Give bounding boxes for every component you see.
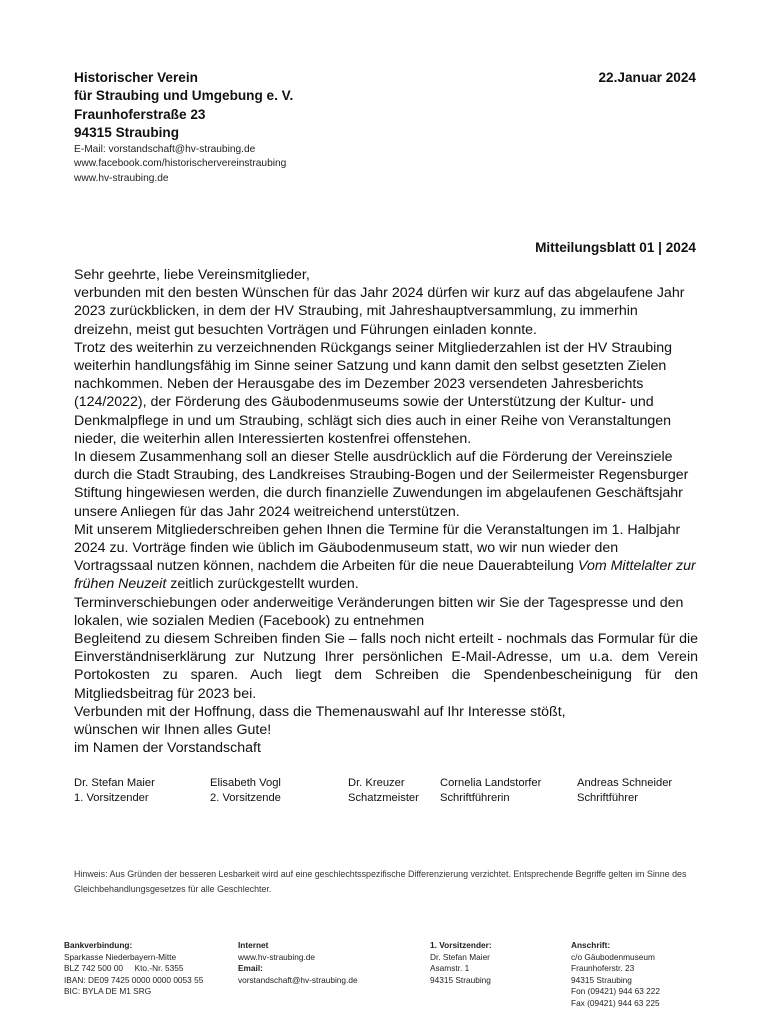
paragraph-4-text-a: Mit unserem Mitgliederschreiben gehen Ihnen die Termine für die Veranstaltungen im 1. Halbjahr 2024 zu. Vorträge finden wie üblich im Gäubodenmuseum statt, wo wir nun wieder den Vortragssaal nutzen können, nachdem die Arbeiten für die neue Dauerabteilung [74, 521, 681, 575]
sender-website: www.hv-straubing.de [74, 172, 169, 184]
signature-4 [440, 776, 541, 807]
footer-address-line: Fon (09421) 944 63 222 [571, 986, 661, 997]
paragraph-5: Terminverschiebungen oder anderweitige Veränderungen bitten wir Sie der Tagespresse und den lokalen, wie sozialen Medien (Facebook) zu entnehmen [74, 594, 684, 629]
signature-5 [577, 776, 672, 807]
footer-chair-line: 94315 Straubing [430, 974, 491, 985]
footer-email-link[interactable]: vorstandschaft@hv-straubing.de [238, 974, 358, 985]
signature-role: Schriftführerin [440, 792, 510, 805]
closing-line-3: im Namen der Vorstandschaft [74, 740, 261, 757]
footer-bank-line: IBAN: DE09 7425 0000 0000 0053 55 [64, 974, 204, 985]
closing-line-2: wünschen wir Ihnen alles Gute! [74, 722, 272, 739]
footer-bank-line: BIC: BYLA DE M1 SRG [64, 986, 152, 997]
footer-website-link[interactable]: www.hv-straubing.de [238, 951, 316, 962]
footer-internet-heading: Internet [238, 940, 269, 950]
sender-street: Fraunhoferstraße 23 [74, 106, 206, 122]
signature-role: 1. Vorsitzender [74, 792, 149, 805]
paragraph-4-text-b: zeitlich zurückgestellt wurden. [166, 576, 359, 593]
signature-1 [74, 776, 155, 807]
footer-address-line: Fax (09421) 944 63 225 [571, 997, 660, 1008]
signature-role: Schriftführer [577, 792, 638, 805]
closing-line-1: Verbunden mit der Hoffnung, dass die Themenauswahl auf Ihr Interesse stößt, [74, 703, 566, 720]
sender-city: 94315 Straubing [74, 125, 180, 141]
footer-address [571, 940, 660, 1010]
footer-chair [430, 940, 492, 986]
letter-body [74, 266, 698, 757]
sender-facebook: www.facebook.com/historischervereinstraubing [74, 158, 287, 170]
footer-address-line: 94315 Straubing [571, 974, 632, 985]
greeting: Sehr geehrte, liebe Vereinsmitglieder, [74, 267, 310, 283]
signature-role: 2. Vorsitzende [210, 792, 281, 805]
footer-bank-heading: Bankverbindung: [64, 940, 133, 950]
paragraph-2: Trotz des weiterhin zu verzeichnenden Rückgangs seiner Mitgliederzahlen ist der HV Straubing weiterhin handlungsfähig im Sinne seiner Satzung und kann damit den selbst gesetzten Zielen nachkommen. Neben der Herausgabe des im Dezember 2023 versendeten Jahresberichts (124/2022), der Förderung des Gäubodenmuseums sowie der Unterstützung der Kultur- und Denkmalpflege in und um Straubing, schlägt sich dies auch in einer Reihe von Veranstaltungen nieder, die weiterhin allen Interessierten kostenfrei offenstehen. [74, 339, 673, 447]
footer-chair-line: Dr. Stefan Maier [430, 951, 490, 962]
paragraph-1: verbunden mit den besten Wünschen für das Jahr 2024 dürfen wir kurz auf das abgelaufene Jahr 2023 zurückblicken, in dem der HV Straubing, mit Jahreshauptversammlung, zu immerhin dreizehn, meist gut besuchten Vorträgen und Führungen einladen konnte. [74, 285, 685, 338]
sender-name-line2: für Straubing und Umgebung e. V. [74, 88, 294, 104]
signature-name: Cornelia Landstorfer [440, 777, 542, 789]
issue-title: Mitteilungsblatt 01 | 2024 [535, 240, 696, 255]
footer-bank [64, 940, 203, 998]
sender-email: E-Mail: vorstandschaft@hv-straubing.de [74, 143, 256, 155]
footer-address-line: c/o Gäubodenmuseum [571, 951, 655, 962]
footer-email-label: Email: [238, 963, 263, 974]
exhibition-title: Vom Mittelalter zur frühen Neuzeit [74, 558, 696, 593]
paragraph-4 [74, 521, 698, 594]
footer-bank-line: Sparkasse Niederbayern-Mitte [64, 951, 177, 962]
signature-name: Elisabeth Vogl [210, 777, 281, 789]
sender-name-line1: Historischer Verein [74, 70, 198, 85]
signature-2 [210, 776, 281, 807]
signature-role: Schatzmeister [348, 792, 419, 805]
signature-3 [348, 776, 419, 807]
footer-bank-line: BLZ 742 500 00 Kto.-Nr. 5355 [64, 963, 184, 974]
footer-chair-heading: 1. Vorsitzender: [430, 940, 492, 950]
paragraph-3: In diesem Zusammenhang soll an dieser Stelle ausdrücklich auf die Förderung der Vereinsziele durch die Stadt Straubing, des Landkreises Straubing-Bogen und der Seilermeister Regensburger Stiftung hingewiesen werden, die durch finanzielle Zuwendungen im abgelaufenen Geschäftsjahr unsere Anliegen für das Jahr 2024 weitreichend unterstützen. [74, 449, 689, 520]
footer-address-line: Fraunhoferstr. 23 [571, 963, 635, 974]
gender-note: Hinweis: Aus Gründen der besseren Lesbarkeit wird auf eine geschlechtsspezifische Differenzierung verzichtet. Entsprechende Begriffe gelten im Sinne des Gleichbehandlungsgesetzes für alle Geschlechter. [74, 869, 687, 894]
sender-block [74, 69, 293, 186]
footer-internet [238, 940, 358, 986]
signature-name: Dr. Kreuzer [348, 777, 405, 789]
paragraph-6: Begleitend zu diesem Schreiben finden Sie – falls noch nicht erteilt - nochmals das Formular für die Einverständniserklärung zur Nutzung Ihrer persönlichen E-Mail-Adresse, um u.a. dem Verein Portokosten zu sparen. Auch liegt dem Schreiben die Spendenbescheinigung für den Mitgliedsbeitrag für 2023 bei. [74, 631, 698, 702]
footer-chair-line: Asamstr. 1 [430, 963, 470, 974]
signature-name: Andreas Schneider [577, 777, 673, 789]
footer-address-heading: Anschrift: [571, 940, 611, 950]
signature-name: Dr. Stefan Maier [74, 777, 155, 789]
letter-date: 22.Januar 2024 [598, 70, 696, 85]
